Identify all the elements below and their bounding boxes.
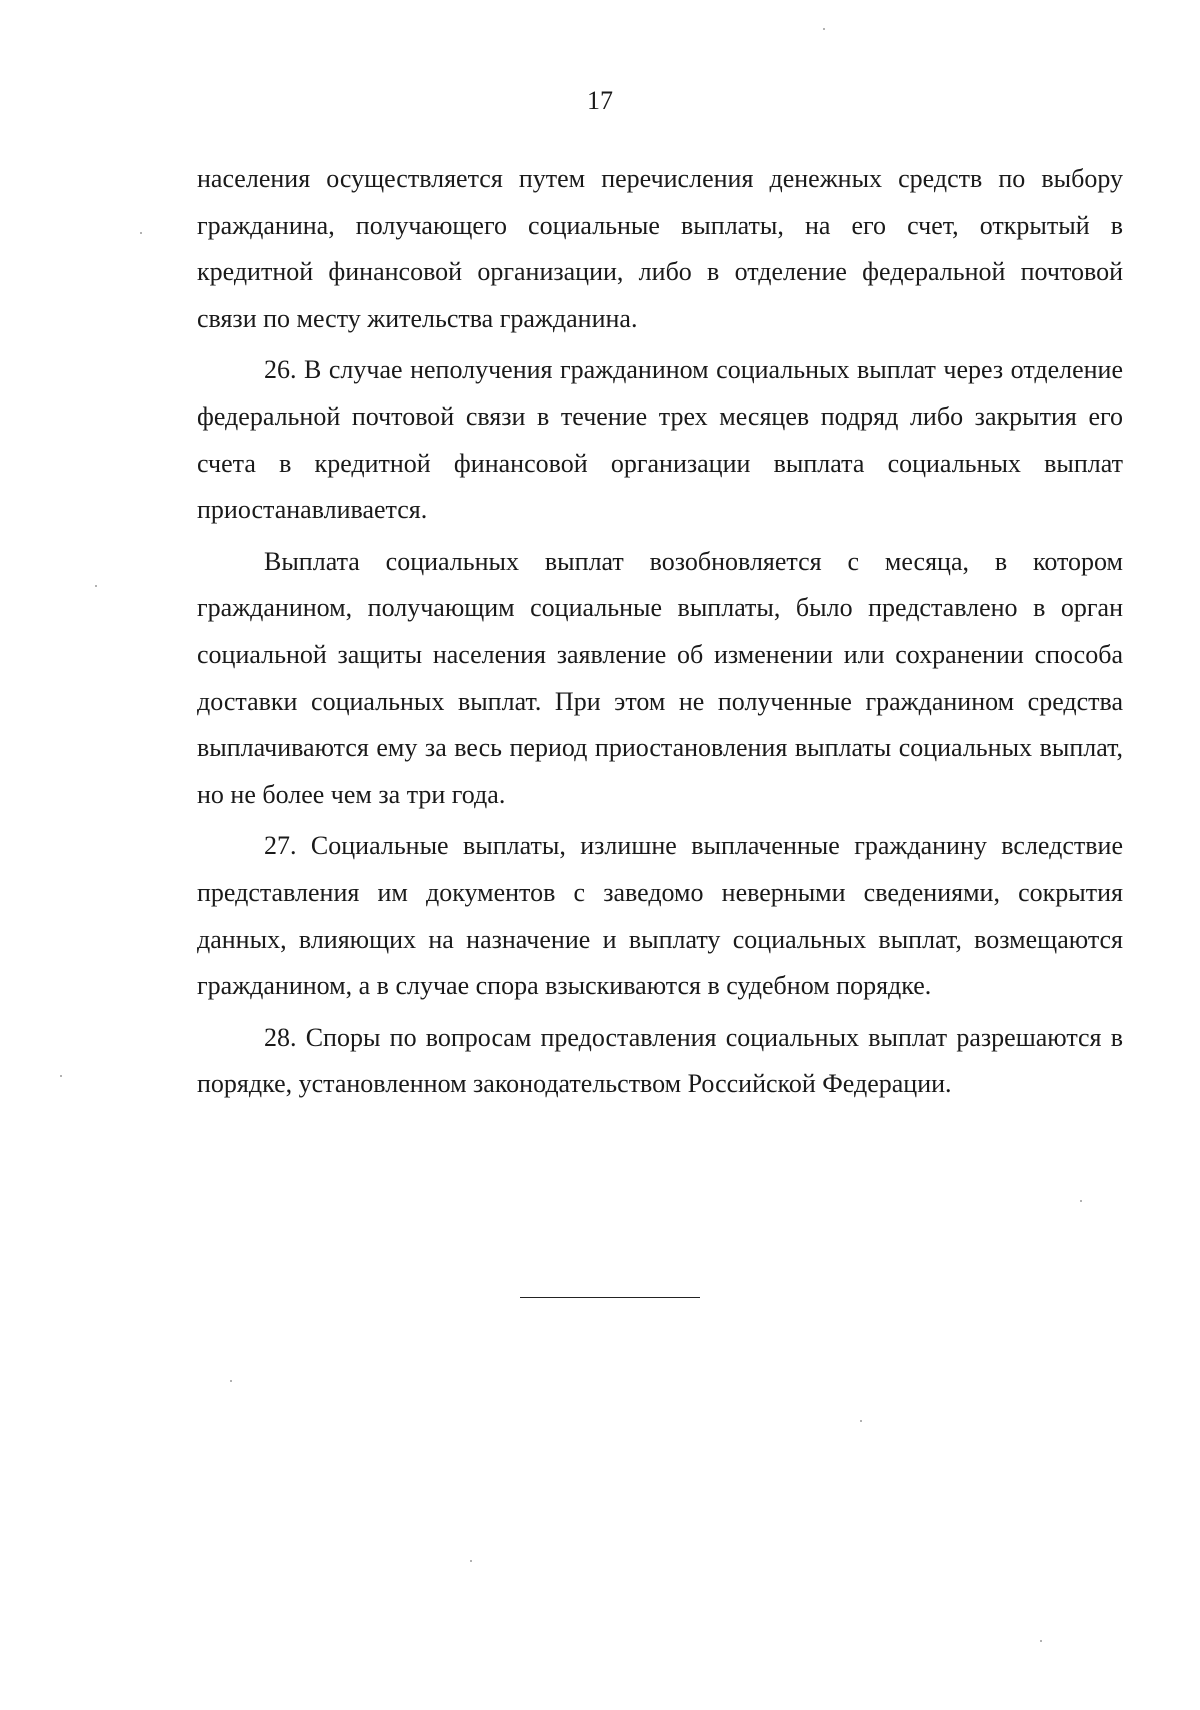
scan-speck [60,1075,62,1077]
scan-speck [470,1560,472,1562]
paragraph-payment-resumption: Выплата социальных выплат возобновляется с месяца, в котором гражданином, получающим социальные выплаты, было представлено в орган социальной защиты населения заявление об изменении или сохранении способа доставки социальных выплат. При этом не полученные гражданином средства выплачиваются ему за весь период приостановления выплаты социальных выплат, но не более чем за три года. [197,546,1123,809]
closing-rule [520,1297,700,1298]
paragraph-continuation: населения осуществляется путем перечисления денежных средств по выбору гражданина, получающего социальные выплаты, на его счет, открытый в кредитной финансовой организации, либо в отделение федеральной почтовой связи по месту жительства гражданина. [197,164,1123,333]
scan-speck [823,28,825,30]
document-body [197,156,1123,1108]
scan-speck [95,585,97,587]
scan-speck [1040,1640,1042,1642]
paragraph-28: 28. Споры по вопросам предоставления социальных выплат разрешаются в порядке, установленном законодательством Российской Федерации. [197,1022,1123,1099]
scan-speck [860,1420,862,1422]
paragraph-26: 26. В случае неполучения гражданином социальных выплат через отделение федеральной почтовой связи в течение трех месяцев подряд либо закрытия его счета в кредитной финансовой организации выплата социальных выплат приостанавливается. [197,355,1123,525]
scan-speck [230,1380,232,1382]
page-number: 17 [587,86,613,115]
scan-speck [1080,1200,1082,1202]
scan-speck [140,232,142,234]
paragraph-27: 27. Социальные выплаты, излишне выплаченные гражданину вследствие представления им документов с заведомо неверными сведениями, сокрытия данных, влияющих на назначение и выплату социальных выплат, возмещаются гражданином, а в случае спора взыскиваются в судебном порядке. [197,831,1123,1001]
